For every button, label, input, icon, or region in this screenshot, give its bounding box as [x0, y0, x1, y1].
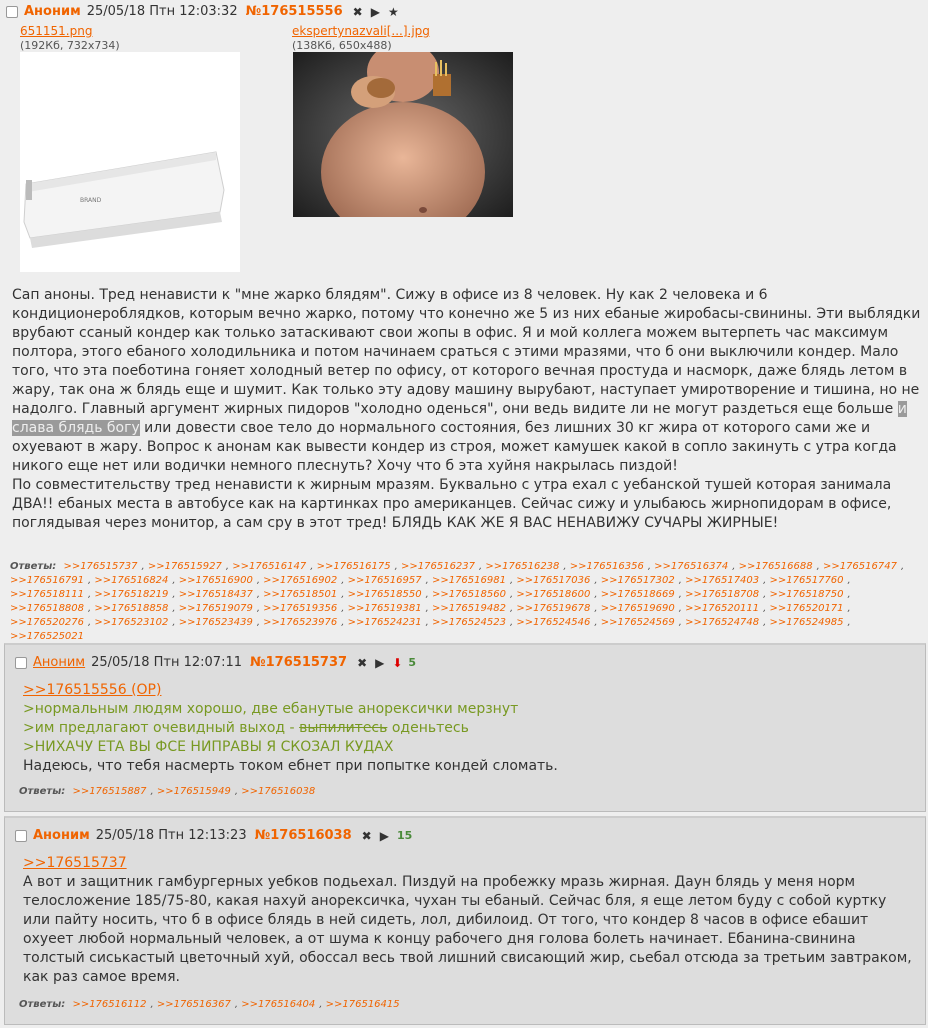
downvote-icon[interactable]: ⬇ [392, 655, 403, 670]
file-info-1 [20, 24, 120, 53]
reply-link[interactable]: >>176516404 [241, 999, 316, 1010]
reply-link[interactable]: >>176517403 [685, 575, 760, 586]
reply-link[interactable]: >>176518808 [10, 603, 85, 614]
file-meta: (138Кб, 650x488) [292, 39, 392, 52]
greentext-part: оденьтесь [387, 720, 469, 736]
reply-link[interactable]: >>176516038 [241, 786, 316, 797]
post-reference-link[interactable]: >>176515737 [23, 855, 127, 871]
reply-link[interactable]: >>176518600 [516, 589, 591, 600]
strikethrough-text: выпилитесь [299, 720, 388, 736]
post-reference-link[interactable]: >>176515556 (OP) [23, 682, 162, 698]
reply-link[interactable]: >>176519678 [516, 603, 591, 614]
reply-message: А вот и защитник гамбургерных уебков подьехал. Пиздуй на пробежку мразь жирная. Даун блядь у меня норм телосложение 185/75-80, какая нахуй анорексичка, чухан ты ебаный. Сейчас бля, я еще летом буду с собой куртку или пайту носить, что б в офисе блядь в ней сидеть, лол, дибилоид. От того, что кондер 8 часов в офисе ебашит охуеет любой нормальный человек, а от шума к концу рабочего дня голова болеть начинает. Ебанина-свинина толстый сиськастый цветочный хуй, обоссал весь твой лишний свисающий жир, сьебал отсюда за третьим завтраком, как раз самое время. [23, 874, 912, 985]
reply-link[interactable]: >>176518219 [94, 589, 169, 600]
reply-link[interactable]: >>176518501 [263, 589, 338, 600]
reply-link[interactable]: >>176523976 [263, 617, 338, 628]
reply-link[interactable]: >>176516981 [431, 575, 506, 586]
reply-link[interactable]: >>176519690 [600, 603, 675, 614]
reply-count: 5 [408, 656, 417, 669]
op-text-paragraph-2: По совместительству тред ненависти к жирным мразям. Буквально с утра ехал с уебанской тушей которая занимала ДВА!! ебаных места в автобусе как на картинках про американцев. Сейчас сижу и улыбаюсь жирнопидорам в офисе, поглядывая через монитор, а сам сру в этот тред! БЛЯДЬ КАК ЖЕ Я ВАС НЕНАВИЖУ СУЧАРЫ ЖИРНЫЕ! [12, 477, 892, 531]
replies-label: Ответы: [10, 561, 57, 572]
reply-link[interactable]: >>176520171 [769, 603, 844, 614]
greentext-3: >НИХАЧУ ЕТА ВЫ ФСЕ НИПРАВЫ Я СКОЗАЛ КУДАХ [23, 739, 394, 755]
hide-icon[interactable]: ✖ [352, 4, 363, 19]
reply-link[interactable]: >>176517302 [600, 575, 675, 586]
file-info-2 [292, 24, 430, 53]
post-number[interactable]: №176515737 [250, 655, 348, 670]
menu-arrow-icon[interactable]: ▶ [370, 4, 380, 19]
reply-header [15, 655, 416, 670]
reply-link[interactable]: >>176515887 [72, 786, 147, 797]
reply-link[interactable]: >>176524523 [431, 617, 506, 628]
reply-link[interactable]: >>176518550 [347, 589, 422, 600]
reply-link[interactable]: >>176524985 [769, 617, 844, 628]
reply-link[interactable]: >>176523102 [94, 617, 169, 628]
reply-link[interactable]: >>176516957 [347, 575, 422, 586]
reply-link[interactable]: >>176519079 [178, 603, 253, 614]
reply-replies: Ответы: >>176516112 , >>176516367 , >>176516404 , >>176516415 [19, 999, 400, 1010]
fat-man-photo-thumbnail[interactable] [293, 52, 513, 217]
greentext-2 [23, 719, 913, 738]
file-link[interactable]: ekspertynazvali[...].jpg [292, 24, 430, 38]
menu-arrow-icon[interactable]: ▶ [375, 655, 385, 670]
reply-link[interactable]: >>176518669 [600, 589, 675, 600]
poster-name: Аноним [24, 4, 81, 19]
reply-link[interactable]: >>176518560 [431, 589, 506, 600]
menu-arrow-icon[interactable]: ▶ [379, 828, 389, 843]
reply-link[interactable]: >>176517036 [516, 575, 591, 586]
reply-link[interactable]: >>176519482 [431, 603, 506, 614]
op-text-part: Сап аноны. Тред ненависти к "мне жарко блядям". Сижу в офисе из 8 человек. Ну как 2 человека и 6 кондиционероблядков, которым вечно жарко, потому что конечно же 5 из них ебаные жиробасы-свинины. Эти выблядки врубают ссаный кондер как только затаскивают свои жопы в офис. Я и мой коллега можем вытерпеть час максимум полтора, этого ебаного холодильника и потом начинаем сраться с этими мразями, что б они выключили кондер. Мало того, что эта поеботина гоняет холодный ветер по офису, от которого вечная простуда и насморк, даже блядь летом в жару, так она ж блядь еще и шумит. Как только эту адову машину вырубают, наступает умиротворение и тишина, но не надолго. Главный аргумент жирных пидоров "холодно оденься", они ведь видите ли не могут раздеться еще больше [12, 287, 921, 417]
op-replies: Ответы: >>176515737 , >>176515927 , >>176516147 , >>176516175 , >>176516237 , >>176516238 , >>176516356 , >>176516374 , >>176516688 , >>176516747 , >>176516791 , >>176516824 , >>176516900 , >>176516902 , >>176516957 , >>176516981 , >>176517036 , >>176517302 , >>176517403 , >>176517760 , >>176518111 , >>176518219 , >>176518437 , >>176518501 , >>176518550 , >>176518560 , >>176518600 , >>176518669 , >>176518708 , >>176518750 , >>176518808 , >>176518858 , >>176519079 , >>176519356 , >>176519381 , >>176519482 , >>176519678 , >>176519690 , >>176520111 , >>176520171 , >>176520276 , >>176523102 , >>176523439 , >>176523976 , >>176524231 , >>176524523 , >>176524546 , >>176524569 , >>176524748 , >>176524985 , >>176525021 [10, 561, 905, 642]
reply-link[interactable]: >>176516747 [822, 561, 897, 572]
svg-text:BRAND: BRAND [80, 197, 102, 204]
reply-replies: Ответы: >>176515887 , >>176515949 , >>176516038 [19, 786, 316, 797]
select-checkbox[interactable] [15, 830, 27, 842]
reply-link[interactable]: >>176516415 [325, 999, 400, 1010]
reply-post-176516038 [4, 816, 926, 1025]
select-checkbox[interactable] [6, 6, 18, 18]
reply-link[interactable]: >>176516791 [10, 575, 85, 586]
reply-link[interactable]: >>176520111 [685, 603, 760, 614]
reply-text [23, 681, 913, 776]
air-conditioner-thumbnail[interactable] [20, 52, 240, 272]
reply-post-176515737 [4, 643, 926, 812]
reply-count: 15 [396, 829, 413, 842]
op-header [6, 4, 407, 19]
reply-link[interactable]: >>176515927 [147, 561, 222, 572]
poster-name[interactable]: Аноним [33, 655, 86, 670]
reply-link[interactable]: >>176516356 [569, 561, 644, 572]
reply-link[interactable]: >>176519356 [263, 603, 338, 614]
reply-link[interactable]: >>176518708 [685, 589, 760, 600]
reply-link[interactable]: >>176516367 [156, 999, 231, 1010]
file-link[interactable]: 651151.png [20, 24, 93, 38]
file-meta: (192Кб, 732x734) [20, 39, 120, 52]
favorite-star-icon[interactable]: ★ [387, 4, 399, 19]
op-text [12, 286, 922, 533]
reply-link[interactable]: >>176516237 [401, 561, 476, 572]
reply-link[interactable]: >>176516147 [232, 561, 307, 572]
greentext-part: >им предлагают очевидный выход - [23, 720, 300, 736]
reply-link[interactable]: >>176518437 [178, 589, 253, 600]
reply-link[interactable]: >>176517760 [769, 575, 844, 586]
greentext-1: >нормальным людям хорошо, две ебанутые анорексички мерзнут [23, 701, 519, 717]
reply-link[interactable]: >>176525021 [10, 631, 85, 642]
reply-link[interactable]: >>176523439 [178, 617, 253, 628]
post-number[interactable]: №176515556 [245, 4, 343, 19]
reply-link[interactable]: >>176524231 [347, 617, 422, 628]
reply-link[interactable]: >>176524748 [685, 617, 760, 628]
hide-icon[interactable]: ✖ [361, 828, 372, 843]
reply-message: Надеюсь, что тебя насмерть током ебнет при попытке кондей сломать. [23, 758, 558, 774]
poster-name[interactable]: Аноним [33, 828, 90, 843]
reply-link[interactable]: >>176524569 [600, 617, 675, 628]
post-number[interactable]: №176516038 [254, 828, 352, 843]
replies-label: Ответы: [19, 786, 66, 797]
reply-link[interactable]: >>176516238 [485, 561, 560, 572]
reply-link[interactable]: >>176516688 [738, 561, 813, 572]
post-date: 25/05/18 Птн 12:13:23 [95, 828, 247, 843]
reply-link[interactable]: >>176516902 [263, 575, 338, 586]
reply-link[interactable]: >>176518111 [10, 589, 85, 600]
reply-link[interactable]: >>176516175 [316, 561, 391, 572]
reply-link[interactable]: >>176516374 [654, 561, 729, 572]
hide-icon[interactable]: ✖ [357, 655, 368, 670]
reply-link[interactable]: >>176518750 [769, 589, 844, 600]
reply-link[interactable]: >>176515949 [156, 786, 231, 797]
reply-link[interactable]: >>176524546 [516, 617, 591, 628]
reply-link[interactable]: >>176516900 [178, 575, 253, 586]
reply-text [23, 854, 913, 987]
reply-header [15, 828, 412, 843]
reply-link[interactable]: >>176515737 [63, 561, 138, 572]
replies-label: Ответы: [19, 999, 66, 1010]
reply-link[interactable]: >>176516824 [94, 575, 169, 586]
post-date: 25/05/18 Птн 12:07:11 [91, 655, 242, 670]
reply-link[interactable]: >>176518858 [94, 603, 169, 614]
reply-link[interactable]: >>176519381 [347, 603, 422, 614]
spoiler-highlight[interactable]: и слава блядь богу [12, 401, 907, 436]
select-checkbox[interactable] [15, 657, 27, 669]
reply-link[interactable]: >>176516112 [72, 999, 147, 1010]
post-date: 25/05/18 Птн 12:03:32 [86, 4, 238, 19]
reply-link[interactable]: >>176520276 [10, 617, 85, 628]
op-text-part: или довести свое тело до нормального состояния, без лишних 30 кг жира от которого сами же и охуевают в жару. Вопрос к анонам как вывести кондер из строя, может камушек какой в сопло закинуть с утра когда никого еще нет или водички немного плеснуть? Хочу что б эта хуйня накрылась пиздой! [12, 420, 897, 474]
